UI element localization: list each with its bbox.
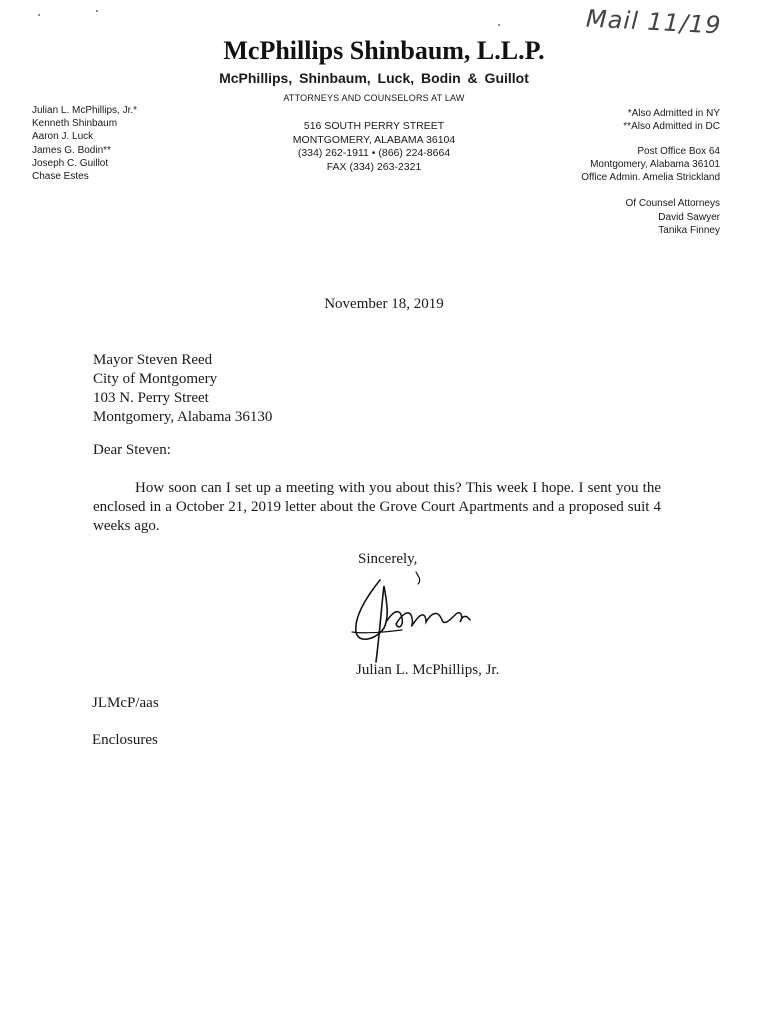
salutation: Dear Steven: bbox=[93, 442, 171, 458]
recipient-line: Mayor Steven Reed bbox=[93, 352, 213, 368]
enclosures-note: Enclosures bbox=[92, 732, 158, 748]
firm-name: McPhillips Shinbaum, L.L.P. bbox=[223, 36, 545, 65]
address-fax: FAX (334) 263-2321 bbox=[326, 160, 422, 173]
attorney-list bbox=[32, 104, 137, 183]
po-box-line: Montgomery, Alabama 36101 bbox=[590, 159, 720, 170]
recipient-line: 103 N. Perry Street bbox=[93, 390, 209, 406]
attorney-name: James G. Bodin** bbox=[32, 144, 111, 156]
of-counsel-line: Tanika Finney bbox=[658, 225, 720, 236]
handwritten-mail-note: Mail 11/19 bbox=[585, 4, 723, 40]
admission-notes bbox=[623, 107, 720, 133]
attorney-name: Julian L. McPhillips, Jr.* bbox=[32, 105, 138, 116]
attorney-name: Aaron J. Luck bbox=[32, 131, 94, 143]
po-box-line: Office Admin. Amelia Strickland bbox=[581, 172, 720, 183]
recipient-line: Montgomery, Alabama 36130 bbox=[93, 409, 273, 425]
attorney-name: Kenneth Shinbaum bbox=[32, 118, 118, 130]
address-street: 516 SOUTH PERRY STREET bbox=[303, 120, 445, 132]
address-phone: (334) 262-1911 • (866) 224-8664 bbox=[297, 147, 451, 159]
of-counsel-line: Of Counsel Attorneys bbox=[625, 198, 720, 209]
of-counsel-block bbox=[626, 197, 721, 238]
signer-name: Julian L. McPhillips, Jr. bbox=[356, 662, 500, 678]
firm-tagline: ATTORNEYS AND COUNSELORS AT LAW bbox=[283, 93, 465, 103]
address-city: MONTGOMERY, ALABAMA 36104 bbox=[292, 133, 456, 146]
reference-initials: JLMcP/aas bbox=[92, 695, 159, 711]
po-box-block bbox=[581, 145, 720, 184]
letter-date: November 18, 2019 bbox=[324, 296, 444, 312]
of-counsel-line: David Sawyer bbox=[658, 211, 720, 223]
admission-note: **Also Admitted in DC bbox=[623, 121, 720, 132]
po-box-line: Post Office Box 64 bbox=[637, 146, 720, 157]
attorney-name: Joseph C. Guillot bbox=[32, 157, 109, 169]
admission-note: *Also Admitted in NY bbox=[627, 108, 720, 119]
closing: Sincerely, bbox=[358, 551, 418, 567]
letter-body: How soon can I set up a meeting with you about this? This week I hope. I sent you the enclosed in a October 21, 2019 letter about the Grove Court Apartments and a proposed suit 4 weeks ago. bbox=[93, 480, 661, 534]
scan-speck bbox=[498, 24, 500, 26]
recipient-address bbox=[93, 351, 272, 427]
scan-speck bbox=[96, 10, 98, 12]
firm-partners: McPhillips, Shinbaum, Luck, Bodin & Guillot bbox=[219, 70, 529, 86]
recipient-line: City of Montgomery bbox=[93, 371, 218, 387]
signature bbox=[346, 570, 476, 665]
scan-speck bbox=[38, 14, 40, 16]
attorney-name: Chase Estes bbox=[32, 171, 89, 183]
